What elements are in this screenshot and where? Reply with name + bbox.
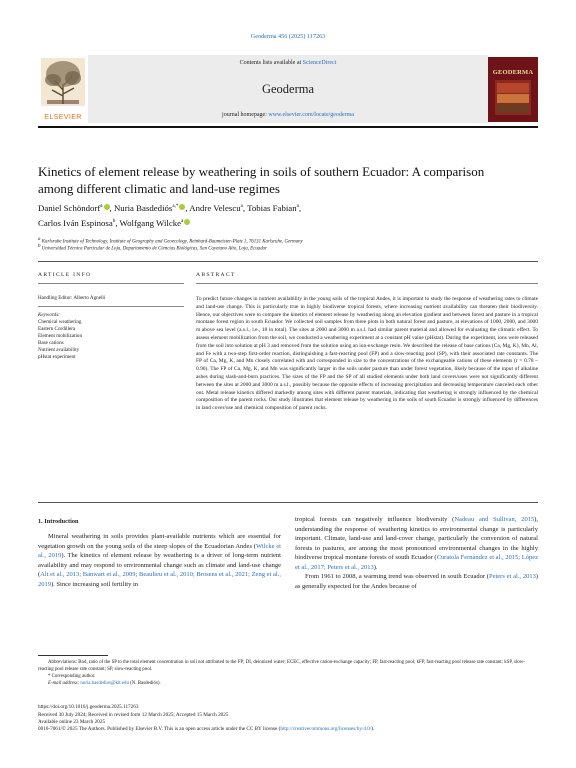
keyword: pHstat experiment bbox=[38, 354, 76, 360]
contents-line bbox=[88, 60, 488, 66]
homepage-line bbox=[88, 112, 488, 118]
received-dates: Received 30 July 2024; Received in revised form 12 March 2025; Accepted 15 March 2025 bbox=[38, 712, 229, 718]
section-rule bbox=[38, 502, 538, 503]
corresponding-author-note: * Corresponding author. bbox=[48, 674, 96, 679]
keywords-block bbox=[38, 312, 184, 361]
intro-text: ) as generally expected for the Andes because of bbox=[295, 573, 538, 590]
sciencedirect-link[interactable]: ScienceDirect bbox=[302, 60, 337, 66]
introduction-left-column bbox=[38, 532, 281, 589]
author-affiliation-mark: a bbox=[181, 218, 184, 224]
article-info-rule bbox=[38, 283, 184, 284]
handling-editor: Handling Editor: Alberto Agnelli bbox=[38, 295, 106, 301]
journal-reference[interactable]: Geoderma 456 (2025) 117263 bbox=[250, 33, 326, 40]
orcid-icon[interactable] bbox=[179, 204, 185, 210]
article-info-heading: ARTICLE INFO bbox=[38, 272, 92, 278]
intro-text: ). Since increasing soil fertility in bbox=[51, 580, 139, 588]
license-line bbox=[38, 726, 538, 733]
license-suffix: ). bbox=[371, 726, 375, 732]
orcid-icon[interactable] bbox=[184, 219, 190, 225]
author-name[interactable]: Tobias Fabian bbox=[247, 202, 297, 213]
intro-paragraph bbox=[295, 572, 538, 591]
citation-link[interactable]: Nadeau and Sullivan, 2015 bbox=[454, 516, 535, 523]
author-list: Daniel Schöndorf$^a$ , Nuria Basdediós$^{a,*}$ , Andre Velescu$^a$, Tobias Fabian$^a$, Carlos Iván Espinosa$^b$, Wolfgang Wilcke$^a$ bbox=[38, 202, 302, 228]
email-link[interactable]: nuria.basdedios@kit.edu bbox=[80, 681, 129, 686]
keywords-rule bbox=[38, 306, 184, 307]
affiliation-mark: b bbox=[38, 244, 41, 249]
keyword: Base cations bbox=[38, 340, 64, 346]
doi-link[interactable]: https://doi.org/10.1016/j.geoderma.2025.117263 bbox=[38, 704, 139, 710]
intro-paragraph bbox=[295, 515, 538, 572]
author-affiliation-mark: b bbox=[112, 218, 116, 224]
intro-text: ), understanding the response of weathering kinetics to environmental change is particularly important. Climate, land-use and land-cover change, particularly the conversion of natural forests to pastures, are among the most pronounced environmental changes in the highly biodiverse tropical montane forests of south Ecuador ( bbox=[295, 516, 538, 561]
email-footnote bbox=[48, 681, 538, 688]
keyword: Nutrient availability bbox=[38, 347, 80, 353]
citation-link[interactable]: Wilcke et al., 2019 bbox=[38, 542, 281, 559]
orcid-icon[interactable] bbox=[104, 204, 110, 210]
author-name[interactable]: Carlos Iván Espinosa bbox=[38, 217, 113, 228]
journal-name: Geoderma bbox=[261, 82, 315, 96]
license-link[interactable]: http://creativecommons.org/licenses/by/4.0/ bbox=[280, 726, 372, 732]
author-affiliation-mark: a bbox=[240, 204, 243, 209]
keyword: Eastern Cordillera bbox=[38, 326, 76, 332]
article-title: Kinetics of element release by weathering in soils of southern Ecuador: A comparison among different climatic and land-use regimes bbox=[38, 164, 485, 196]
keyword: Chemical weathering bbox=[38, 319, 82, 325]
citation-link[interactable]: Alt et al., 2013; Banwart et al., 2009; Beaulieu et al., 2010; Brosens et al., 2021; Zeng et al., 2019 bbox=[38, 571, 281, 588]
available-online: Available online 23 March 2025 bbox=[38, 719, 106, 725]
footnote-rule bbox=[38, 655, 108, 656]
author-name[interactable]: Nuria Basdediós bbox=[113, 202, 173, 213]
keywords-label: Keywords: bbox=[38, 312, 60, 318]
license-text: 0016-7061/© 2025 The Authors. Published by Elsevier B.V. This is an open access article under the CC BY license ( bbox=[38, 726, 281, 732]
header-rule bbox=[38, 126, 538, 128]
citation-link[interactable]: Curatola Fernández et al., 2015; López et al., 2017; Peters et al., 2013 bbox=[295, 554, 538, 571]
affiliation bbox=[38, 243, 538, 253]
email-label: E-mail address: bbox=[48, 681, 81, 686]
author-name[interactable]: Andre Velescu bbox=[189, 202, 241, 213]
intro-text: ). bbox=[373, 563, 378, 571]
abstract-heading: ABSTRACT bbox=[196, 272, 236, 278]
author-name[interactable]: Daniel Schöndorf bbox=[38, 202, 101, 213]
author-affiliation-mark: a,* bbox=[172, 204, 179, 209]
publisher-name: ELSEVIER bbox=[44, 112, 82, 121]
contents-prefix: Contents lists available at bbox=[239, 60, 303, 66]
author-affiliation-mark: a bbox=[296, 204, 299, 209]
abstract-rule bbox=[196, 283, 538, 284]
intro-text: Mineral weathering in soils provides plant-available nutrients which are essential for vegetation growth on the young soils of the steep slopes of the Ecuadorian Andes ( bbox=[38, 533, 281, 550]
affiliation-text: Universidad Técnica Particular de Loja, Departamento de Ciencias Biológicas, San Cayetano Alto, Loja, Ecuador bbox=[41, 246, 267, 252]
author-affiliation-mark: a bbox=[100, 204, 103, 209]
introduction-heading: 1. Introduction bbox=[38, 518, 79, 525]
introduction-right-column bbox=[295, 515, 538, 591]
homepage-link[interactable]: www.elsevier.com/locate/geoderma bbox=[268, 112, 354, 118]
intro-text: ). The kinetics of element release by weathering is a driver of long-term nutrient availability and may respond to environmental change such as climate and land-use change ( bbox=[38, 552, 281, 578]
homepage-prefix: journal homepage: bbox=[222, 112, 269, 118]
affiliation-mark: a bbox=[38, 237, 41, 242]
affiliation-text: Karlsruhe Institute of Technology, Institute of Geography and Geoecology, Reinhard-Baumeister-Platz 1, 76131 Karlsruhe, Germany bbox=[41, 239, 303, 245]
intro-text: tropical forests can negatively influence biodiversity ( bbox=[295, 516, 455, 523]
abstract-text: To predict future changes in nutrient availability in the young soils of the tropical Andes, it is important to study the response of weathering rates to climate and land-use change. This is particularly true in highly biodiverse tropical forests, where increasing nutrient availability can threaten their biodiversity. Hence, our objectives were to compare the kinetics of element release by weathering along an elevation gradient and between forest and pasture in a tropical montane forest region in south Ecuador. We collected soil samples from three plots in both natural forest and pasture, at elevations of 1000, 2000, and 3000 m above sea level (a.s.l., i.e., 18 in total). The sites at 2000 and 3000 m a.s.l. had similar parent material and allowed for evaluating the climatic effect. To assess element mobilization from the soil, we conducted a weathering experiment at a constant pH value (pHstat). During the experiment, ions were released from the soil into solution at pH 3 and removed from the solution using an ion-exchange resin. We described the release of base cations (Ca, Mg, K), Mn, Al, and Fe with a two-step first-order reaction, distinguishing a fast-reacting pool (FP) and a slow-reacting pool (SP), with their associated rate constants. The FP of Ca, Mg, K, and Mn closely correlated with and corresponded in size to the concentrations of the exchangeable cations of these elements (r = 0.78 – 0.96). The FP of Ca, Mg, K, and Mn was significantly larger in the soils under pasture than under forest vegetation, likely because of the input of alkaline ashes during slash-and-burn practices. The sizes of the FP and the SP of all studied elements under both land covers/uses were not significantly different between the sites at 2000 and 3000 m a.s.l., possibly because the opposite effects of increasing precipitation and decreasing temperature canceled each other out. Metal release kinetics differed markedly among sites with different parent materials, indicating that weathering is strongly influenced by the chemical composition of the parent rocks. Our study illustrates that element release by weathering in the soils of south Ecuador is strongly influenced by differences in land cover/use and chemical composition of parent rocks. bbox=[196, 296, 538, 412]
keyword: Element mobilization bbox=[38, 333, 82, 339]
intro-text: From 1961 to 2008, a warming trend was observed in south Ecuador ( bbox=[305, 573, 489, 580]
cover-title: GEODERMA bbox=[492, 69, 534, 76]
section-rule bbox=[38, 261, 538, 262]
abbreviations-footnote: Abbreviations: Bnd, ratio of the SP to the total element concentration in soil not attributed to the FP; DI, deionized water; ECEC, effective cation-exchange capacity; FP, fast-reacting pool; kFP, fast-reacting pool release rate constant; kSP, slow-reacting pool release rate constant; SP, slow-reacting pool. bbox=[38, 660, 525, 672]
cover-image bbox=[495, 80, 531, 115]
citation-link[interactable]: Peters et al., 2013 bbox=[488, 573, 536, 580]
author-name[interactable]: Wolfgang Wilcke bbox=[119, 217, 182, 228]
email-suffix: (N. Basdediós). bbox=[128, 681, 161, 686]
